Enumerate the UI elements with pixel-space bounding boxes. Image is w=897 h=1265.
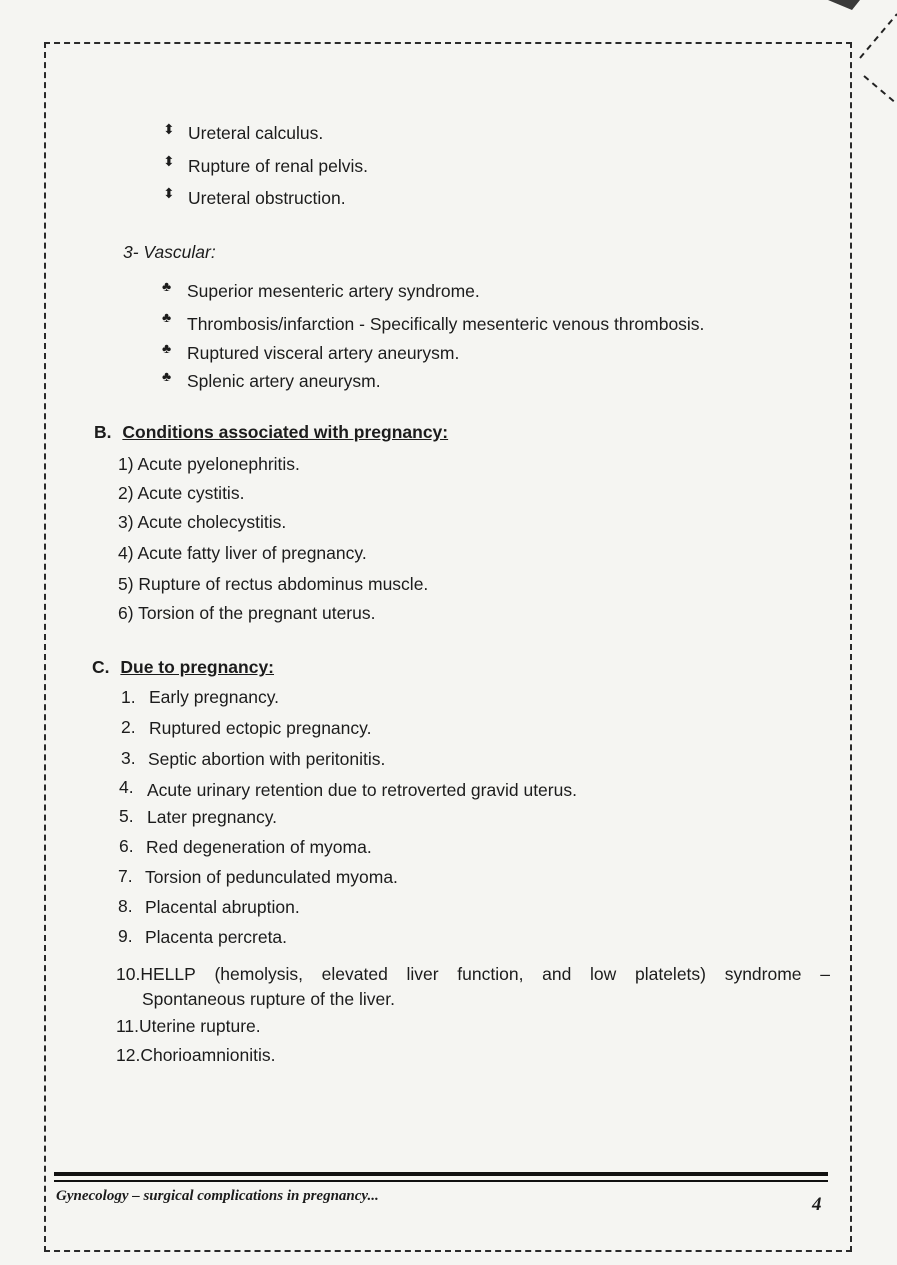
word: low — [590, 964, 617, 984]
list-item: 5) Rupture of rectus abdominus muscle. — [118, 574, 429, 594]
section-title: Conditions associated with pregnancy: — [122, 422, 449, 442]
list-item: Later pregnancy. — [147, 807, 278, 827]
item-number: 9. — [118, 926, 133, 946]
club-bullet-icon: ♣ — [162, 278, 172, 294]
list-item: 12.Chorioamnionitis. — [116, 1045, 276, 1065]
word: – — [820, 964, 830, 984]
list-item: Splenic artery aneurysm. — [187, 371, 381, 391]
section-letter: C. — [92, 657, 110, 677]
list-item: 2) Acute cystitis. — [118, 483, 245, 503]
subsection-heading-vascular: 3- Vascular: — [123, 242, 216, 262]
list-item: Early pregnancy. — [149, 687, 280, 707]
diamond-bullet-icon: ⬍ — [163, 153, 175, 169]
list-item: Superior mesenteric artery syndrome. — [187, 281, 480, 301]
list-item: Septic abortion with peritonitis. — [148, 749, 386, 769]
item-number: 2. — [121, 717, 136, 737]
list-item: Ureteral calculus. — [188, 123, 324, 143]
list-item: Placental abruption. — [145, 897, 300, 917]
section-heading-b — [94, 421, 448, 443]
item-number: 8. — [118, 896, 133, 916]
list-item: Placenta percreta. — [145, 927, 288, 947]
list-item: 3) Acute cholecystitis. — [118, 512, 287, 532]
item-number: 4. — [119, 777, 134, 797]
section-heading-c — [92, 656, 274, 678]
word: and — [542, 964, 572, 984]
word: (hemolysis, — [214, 964, 303, 984]
list-item: 1) Acute pyelonephritis. — [118, 454, 300, 474]
list-item: Red degeneration of myoma. — [146, 837, 372, 857]
list-item: Torsion of pedunculated myoma. — [145, 867, 398, 887]
word: liver — [406, 964, 439, 984]
list-item: Ruptured ectopic pregnancy. — [149, 718, 372, 738]
list-item: Thrombosis/infarction - Specifically mesenteric venous thrombosis. — [187, 314, 705, 334]
section-title: Due to pregnancy: — [120, 657, 275, 677]
word: elevated — [321, 964, 388, 984]
word: 10.HELLP — [116, 964, 196, 984]
item-number: 7. — [118, 866, 133, 886]
club-bullet-icon: ♣ — [162, 309, 172, 325]
list-item: Ruptured visceral artery aneurysm. — [187, 343, 460, 363]
footer-running-title: Gynecology – surgical complications in pregnancy... — [56, 1188, 379, 1204]
list-item: Acute urinary retention due to retroverted gravid uterus. — [147, 780, 577, 800]
footer-rule — [54, 1172, 828, 1176]
item-number: 3. — [121, 748, 136, 768]
footer-rule-thin — [54, 1180, 828, 1182]
list-item: Rupture of renal pelvis. — [188, 156, 368, 176]
word: function, — [457, 964, 524, 984]
folded-corner-mark — [800, 0, 897, 120]
list-item-10-continuation: Spontaneous rupture of the liver. — [142, 989, 395, 1009]
club-bullet-icon: ♣ — [162, 368, 172, 384]
list-item: 6) Torsion of the pregnant uterus. — [118, 603, 376, 623]
diamond-bullet-icon: ⬍ — [163, 185, 175, 201]
item-number: 6. — [119, 836, 134, 856]
list-item: Ureteral obstruction. — [188, 188, 346, 208]
list-item-10-first-line — [116, 963, 830, 985]
list-item: 11.Uterine rupture. — [116, 1016, 261, 1036]
club-bullet-icon: ♣ — [162, 340, 172, 356]
diamond-bullet-icon: ⬍ — [163, 121, 175, 137]
word: platelets) — [634, 964, 706, 984]
word: syndrome — [724, 964, 802, 984]
section-letter: B. — [94, 422, 112, 442]
item-number: 1. — [121, 687, 136, 707]
item-number: 5. — [119, 806, 134, 826]
page-number: 4 — [812, 1194, 822, 1215]
list-item: 4) Acute fatty liver of pregnancy. — [118, 543, 367, 563]
dashed-page-border — [44, 42, 852, 1252]
